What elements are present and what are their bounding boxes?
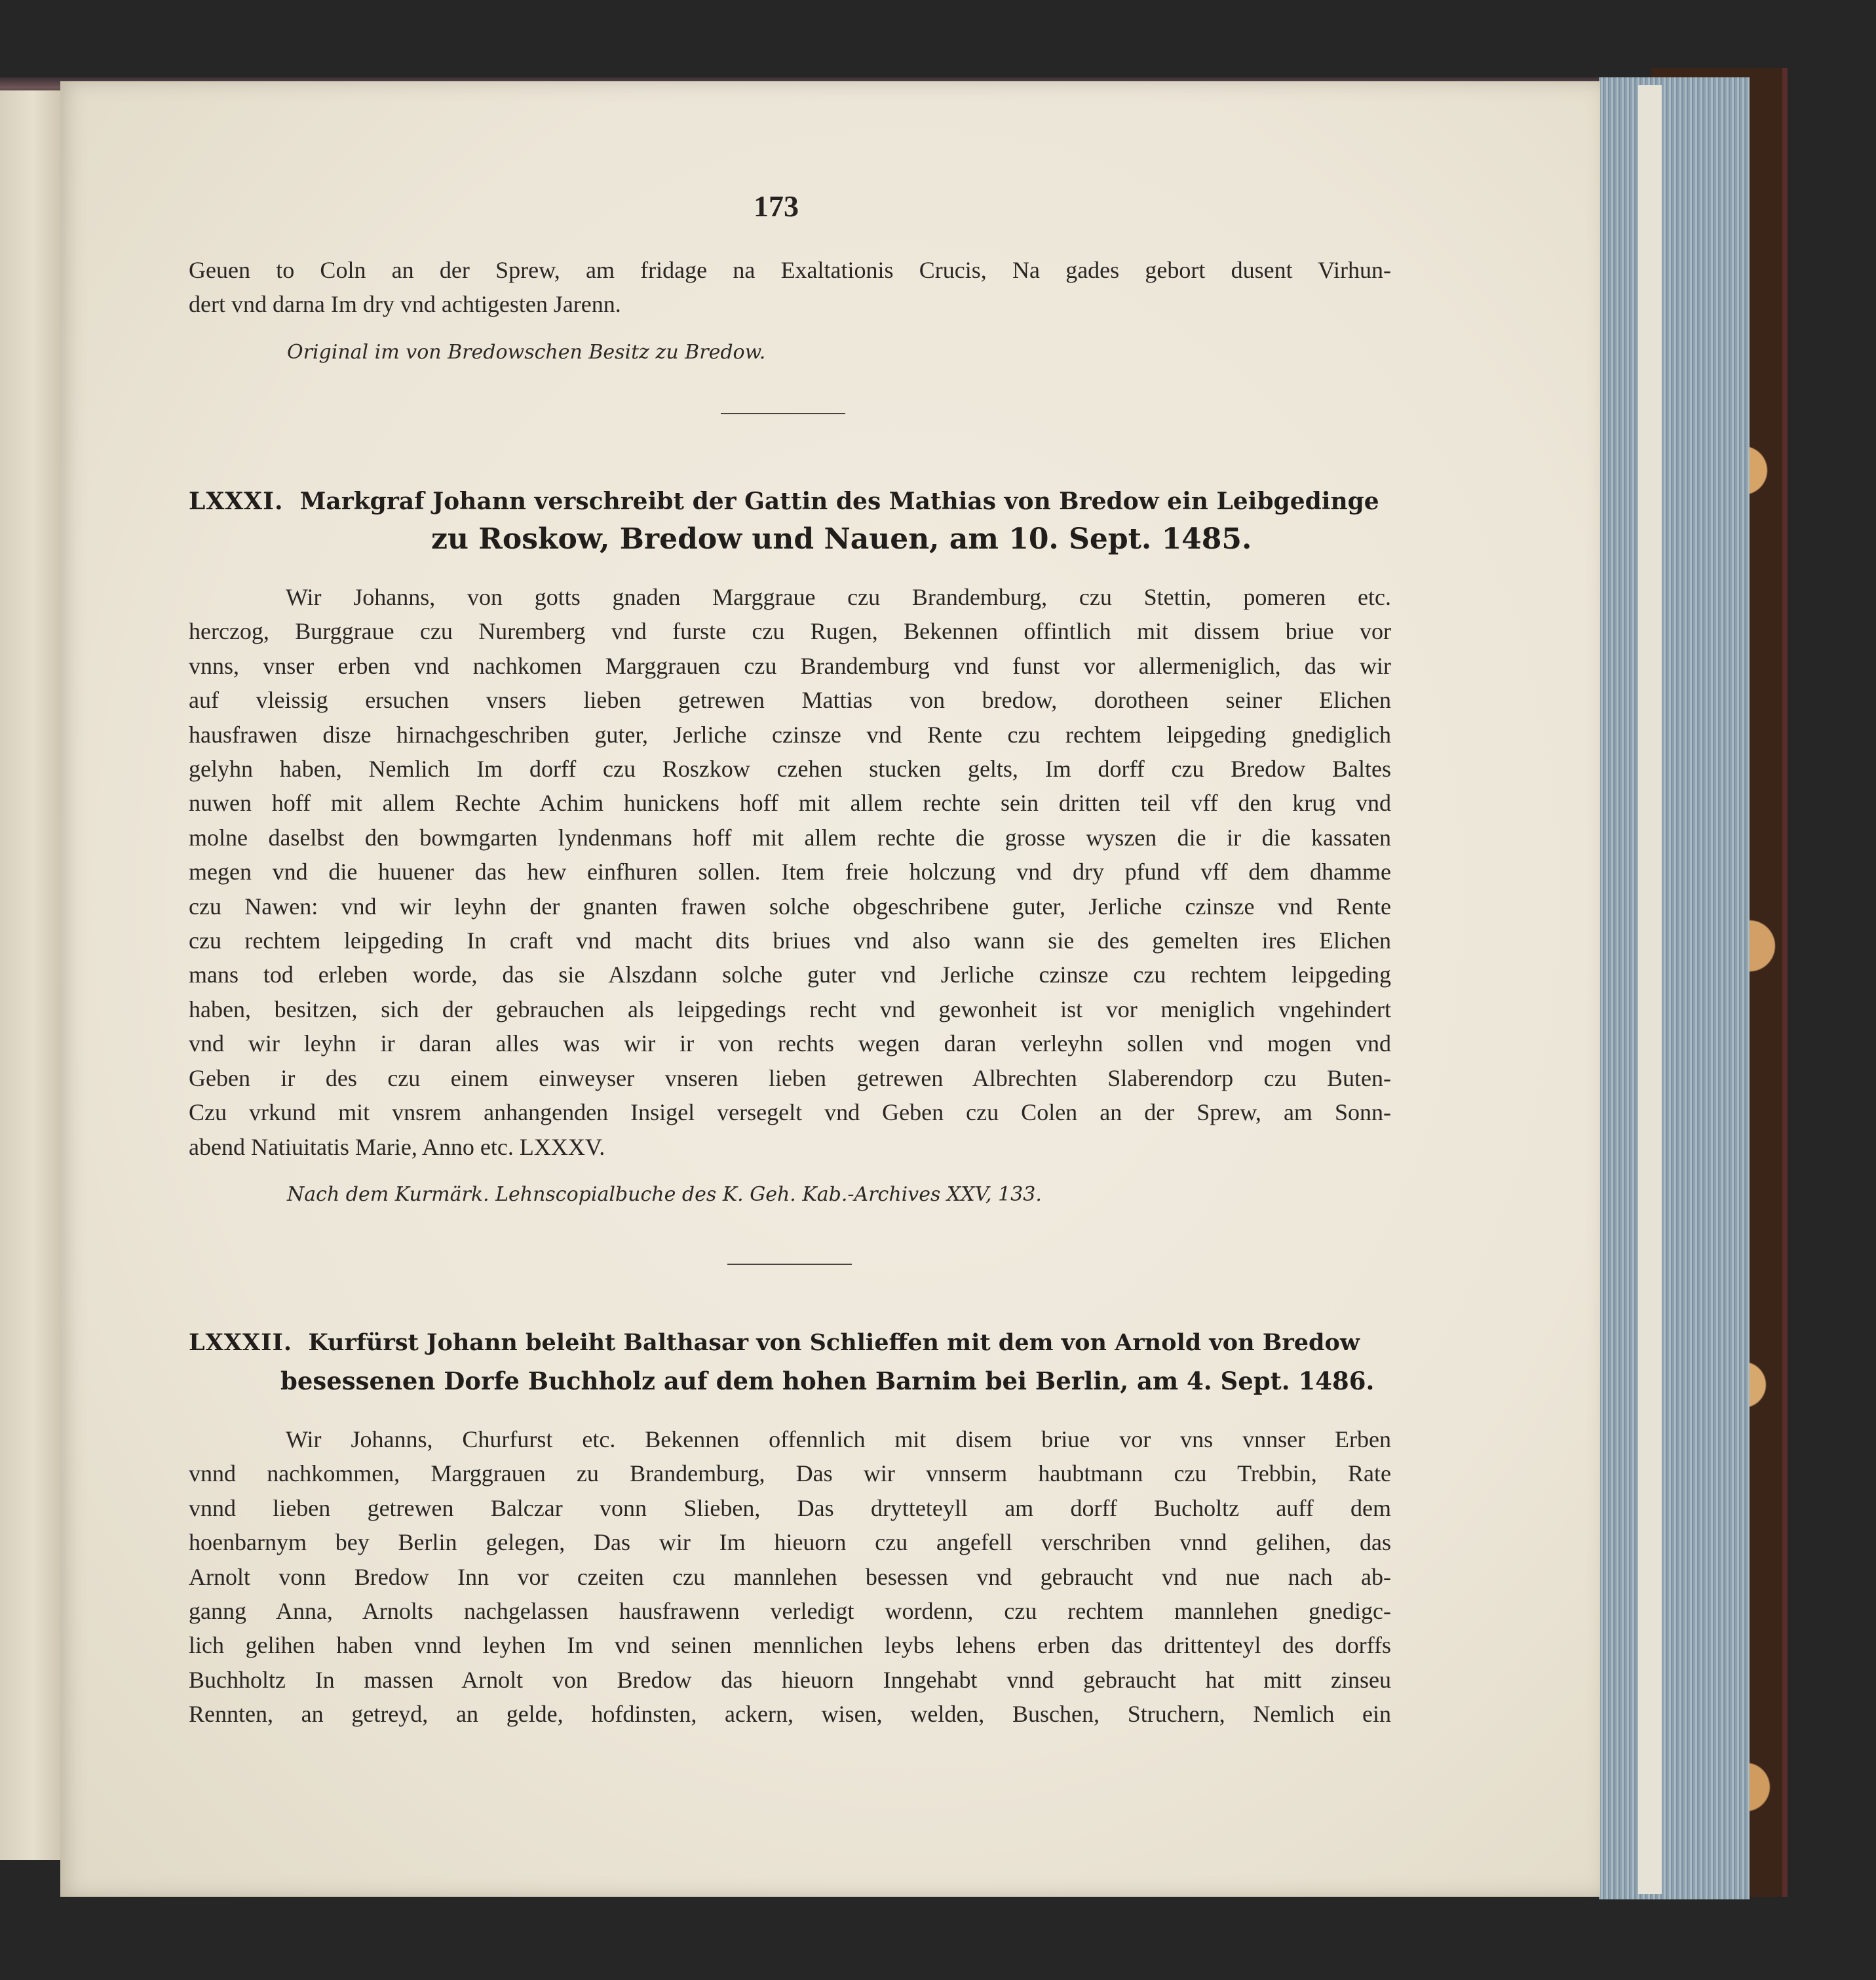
text-line: vnnd lieben getrewen Balczar vonn Slieben, Das drytteteyll am dorff Bucholtz auff dem bbox=[189, 1494, 1391, 1521]
document-body-81 bbox=[189, 580, 1391, 1164]
text-line: nuwen hoff mit allem Rechte Achim hunickens hoff mit allem rechte sein dritten teil vff den krug vnd bbox=[189, 790, 1391, 817]
section-number: LXXXI. bbox=[189, 488, 284, 515]
text-line: megen vnd die huuener das hew einfhuren sollen. Item freie holczung vnd dry pfund vff dem dhamme bbox=[189, 859, 1391, 885]
text-line: Wir Johanns, von gotts gnaden Marggraue czu Brandemburg, czu Stettin, pomeren etc. bbox=[286, 584, 1391, 610]
page-block-edge-light bbox=[1638, 85, 1662, 1894]
text-line: abend Natiuitatis Marie, Anno etc. LXXXV. bbox=[189, 1133, 605, 1160]
continuation-text bbox=[189, 253, 1391, 322]
text-line: vnns, vnser erben vnd nachkomen Marggrauen czu Brandemburg vnd funst vor allermeniglich, das wir bbox=[189, 652, 1391, 679]
text-line: mans tod erleben worde, das sie Alszdann solche guter vnd Jerliche czinsze czu rechtem leipgeding bbox=[189, 961, 1391, 988]
text-line: Wir Johanns, Churfurst etc. Bekennen offennlich mit disem briue vor vns vnnser Erben bbox=[286, 1426, 1391, 1452]
text-line: auf vleissig ersuchen vnsers lieben getrewen Mattias von bredow, dorotheen seiner Elichen bbox=[189, 687, 1391, 714]
section-heading-81 bbox=[189, 482, 1391, 558]
page-block-edge bbox=[1599, 77, 1750, 1899]
text-line: Czu vrkund mit vnsrem anhangenden Insigel versegelt vnd Geben czu Colen an der Sprew, am Sonn- bbox=[189, 1099, 1391, 1126]
section-number: LXXXII. bbox=[189, 1329, 293, 1356]
text-line: czu Nawen: vnd wir leyhn der gnanten frawen solche obgeschribene guter, Jerliche czinsze vnd Rente bbox=[189, 893, 1391, 920]
text-line: czu rechtem leipgeding In craft vnd macht dits briues vnd also wann sie des gemelten ires Elichen bbox=[189, 927, 1391, 954]
text-line: lich gelihen haben vnnd leyhen Im vnd seinen mennlichen leybs lehens erben das drittenteyl des dorffs bbox=[189, 1632, 1391, 1659]
heading-text: zu Roskow, Bredow und Nauen, am 10. Sept. 1485. bbox=[431, 522, 1252, 556]
heading-text: besessenen Dorfe Buchholz auf dem hohen Barnim bei Berlin, am 4. Sept. 1486. bbox=[280, 1367, 1375, 1395]
text-line: hausfrawen disze hirnachgeschriben guter, Jerliche czinsze vnd Rente czu rechtem leipgeding gnediglich bbox=[189, 721, 1391, 748]
text-line: Rennten, an getreyd, an gelde, hofdinsten, ackern, wisen, welden, Buschen, Struchern, Nemlich ein bbox=[189, 1701, 1391, 1728]
source-note: Original im von Bredowschen Besitz zu Bredow. bbox=[287, 341, 766, 364]
source-note: Nach dem Kurmärk. Lehnscopialbuche des K. Geh. Kab.-Archives XXV, 133. bbox=[287, 1183, 1042, 1206]
section-heading-82 bbox=[189, 1324, 1391, 1400]
text-line: vnnd nachkommen, Marggrauen zu Brandemburg, Das wir vnnserm haubtmann czu Trebbin, Rate bbox=[189, 1460, 1391, 1487]
document-body-82 bbox=[189, 1422, 1391, 1732]
divider bbox=[721, 413, 845, 414]
text-line: haben, besitzen, sich der gebrauchen als leipgedings recht vnd gewonheit ist vor meniglich vngehindert bbox=[189, 996, 1391, 1022]
text-line: hoenbarnym bey Berlin gelegen, Das wir Im hieuorn czu angefell verschriben vnnd gelihen, das bbox=[189, 1529, 1391, 1556]
text-line: Arnolt vonn Bredow Inn vor czeiten czu mannlehen besessen vnd gebraucht vnd nue nach ab- bbox=[189, 1563, 1391, 1590]
page-number: 173 bbox=[754, 189, 799, 223]
heading-text: Kurfürst Johann beleiht Balthasar von Schlieffen mit dem von Arnold von Bredow bbox=[308, 1329, 1360, 1356]
text-line: Geuen to Coln an der Sprew, am fridage na Exaltationis Crucis, Na gades gebort dusent Virhun- bbox=[189, 257, 1391, 283]
heading-text: Markgraf Johann verschreibt der Gattin des Mathias von Bredow ein Leibgedinge bbox=[299, 488, 1379, 515]
text-line: molne daselbst den bowmgarten lyndenmans hoff mit allem rechte die grosse wyszen die ir die kassaten bbox=[189, 824, 1391, 851]
text-line: dert vnd darna Im dry vnd achtigesten Jarenn. bbox=[189, 291, 621, 318]
divider bbox=[727, 1264, 852, 1265]
text-line: gelyhn haben, Nemlich Im dorff czu Roszkow czehen stucken gelts, Im dorff czu Bredow Baltes bbox=[189, 756, 1391, 783]
text-line: ganng Anna, Arnolts nachgelassen hausfrawenn verledigt wordenn, czu rechtem mannlehen gnedigc- bbox=[189, 1598, 1391, 1625]
text-line: Geben ir des czu einem einweyser vnseren lieben getrewen Albrechten Slaberendorp czu Buten- bbox=[189, 1064, 1391, 1091]
text-line: herczog, Burggraue czu Nuremberg vnd furste czu Rugen, Bekennen offintlich mit dissem briue vor bbox=[189, 618, 1391, 645]
text-line: Buchholtz In massen Arnolt von Bredow das hieuorn Inngehabt vnnd gebraucht hat mitt zinseu bbox=[189, 1666, 1391, 1693]
text-line: vnd wir leyhn ir daran alles was wir ir von rechts wegen daran verleyhn sollen vnd mogen vnd bbox=[189, 1030, 1391, 1057]
facing-page-edge bbox=[0, 90, 62, 1860]
